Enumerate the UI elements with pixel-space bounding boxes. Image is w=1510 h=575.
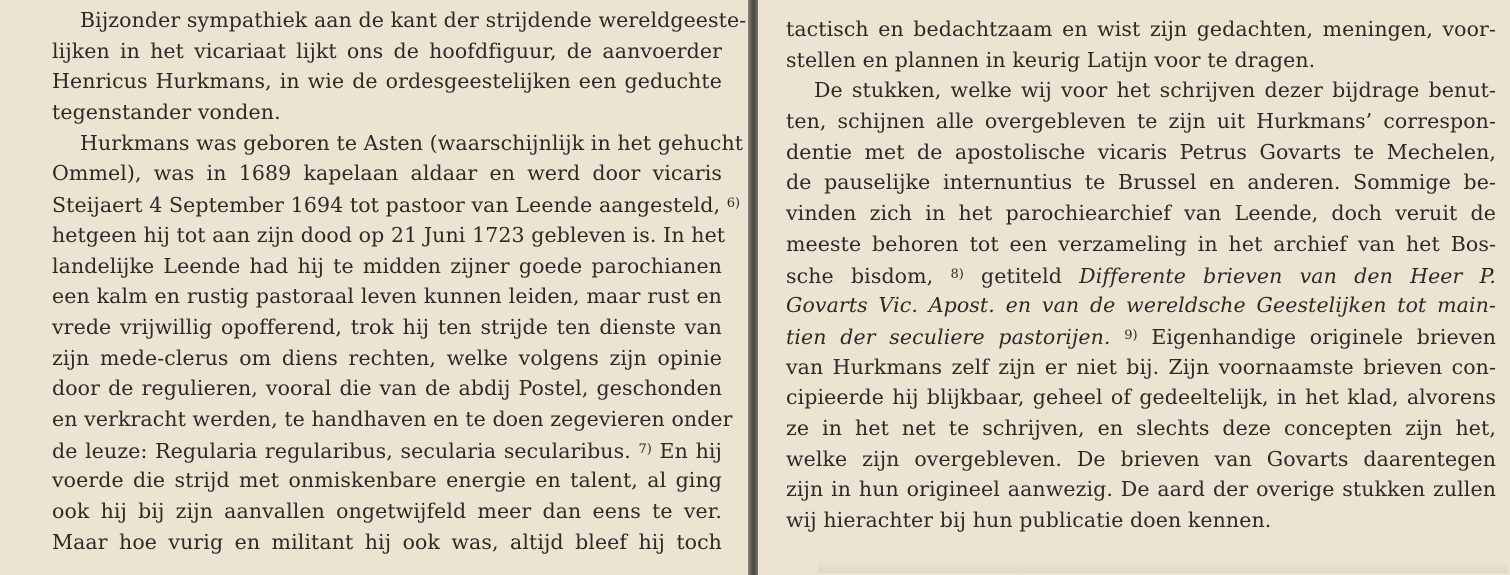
text-line: door de regulieren, vooral die van de abdij Postel, geschonden <box>52 376 722 401</box>
text-line: wij hierachter bij hun publicatie doen kennen. <box>786 508 1272 532</box>
text-line: lijken in het vicariaat lijkt ons de hoofdfiguur, de aanvoerder <box>52 38 722 63</box>
footnote-ref-8: 8) <box>950 266 964 282</box>
text-line: cipieerde hij blijkbaar, geheel of gedeeltelijk, in het klad, alvorens <box>786 385 1496 410</box>
text-line: meeste behoren tot een verzameling in het archief van het Bos- <box>786 231 1496 256</box>
text-line: dentie met de apostolische vicaris Petrus Govarts te Mechelen, <box>786 139 1496 164</box>
text-line: zijn mede-clerus om diens rechten, welke volgens zijn opinie <box>52 345 722 370</box>
text-line <box>786 321 1496 352</box>
page-gutter-divider <box>748 0 758 575</box>
text-line: De stukken, welke wij voor het schrijven dezer bijdrage benut- <box>814 78 1496 103</box>
text-line <box>52 435 722 466</box>
italic-title: Differente brieven van den Heer P. <box>1079 263 1496 288</box>
text-line: Maar hoe vurig en militant hij ook was, altijd bleef hij toch <box>52 529 722 554</box>
text-line: voerde die strijd met onmiskenbare energie en talent, al ging <box>52 468 722 493</box>
text-line: de pauselijke internuntius te Brussel en anderen. Sommige be- <box>786 170 1496 195</box>
text-line: vrede vrijwillig opofferend, trok hij ten strijde ten dienste van <box>52 314 722 339</box>
text-line: landelijke Leende had hij te midden zijner goede parochianen <box>52 253 722 278</box>
text-line: Bijzonder sympathiek aan de kant der strijdende wereldgeeste- <box>80 8 747 32</box>
right-page <box>758 0 1510 575</box>
footnote-ref-9: 9) <box>1124 327 1138 343</box>
text-segment: Eigenhandige originele brieven <box>1151 324 1496 349</box>
text-segment: Steijaert 4 September 1694 tot pastoor van Leende aangesteld, <box>52 193 721 218</box>
text-line: een kalm en rustig pastoraal leven kunnen leiden, maar rust en <box>52 284 722 309</box>
text-line: van Hurkmans zelf zijn er niet bij. Zijn voornaamste brieven con- <box>786 354 1496 379</box>
text-line: ten, schijnen alle overgebleven te zijn uit Hurkmans’ correspon- <box>786 109 1496 134</box>
footnote-ref-7: 7) <box>638 441 652 457</box>
page-bleed-shadow <box>818 559 1508 573</box>
text-line: tactisch en bedachtzaam en wist zijn gedachten, meningen, voor- <box>786 17 1496 41</box>
text-line: vinden zich in het parochiearchief van Leende, doch veruit de <box>786 201 1496 226</box>
text-line <box>52 189 741 220</box>
text-segment: En hij <box>659 438 722 463</box>
text-line <box>786 290 1496 321</box>
italic-title: Govarts Vic. Apost. en van de wereldsche Geestelijken tot main- <box>786 293 1496 318</box>
text-segment: sche bisdom, <box>786 263 934 288</box>
right-page-text <box>786 14 1496 536</box>
text-line: tegenstander vonden. <box>52 100 281 125</box>
text-line: Hurkmans was geboren te Asten (waarschijnlijk in het gehucht <box>80 130 744 155</box>
text-line: en verkracht werden, te handhaven en te doen zegevieren onder <box>52 406 733 431</box>
text-segment: getiteld <box>981 263 1062 288</box>
left-page-text <box>52 5 747 557</box>
text-line: ze in het net te schrijven, en slechts deze concepten zijn het, <box>786 415 1496 440</box>
text-line: stellen en plannen in keurig Latijn voor te dragen. <box>786 47 1316 72</box>
text-line: hetgeen hij tot aan zijn dood op 21 Juni 1723 gebleven is. In het <box>52 222 726 247</box>
italic-title: tien der seculiere pastorijen. <box>786 324 1111 349</box>
text-line: zijn in hun origineel aanwezig. De aard der overige stukken zullen <box>786 477 1496 502</box>
text-line: ook hij bij zijn aanvallen ongetwijfeld meer dan eens te ver. <box>52 499 722 523</box>
footnote-ref-6: 6) <box>726 196 741 212</box>
left-page <box>0 0 748 575</box>
text-segment: de leuze: Regularia regularibus, secularia secularibus. <box>52 438 631 463</box>
text-line: Henricus Hurkmans, in wie de ordesgeestelijken een geduchte <box>52 69 722 94</box>
text-line: welke zijn overgebleven. De brieven van Govarts daarentegen <box>786 446 1496 471</box>
text-line <box>786 260 1496 291</box>
text-line: Ommel), was in 1689 kapelaan aldaar en werd door vicaris <box>52 161 722 186</box>
